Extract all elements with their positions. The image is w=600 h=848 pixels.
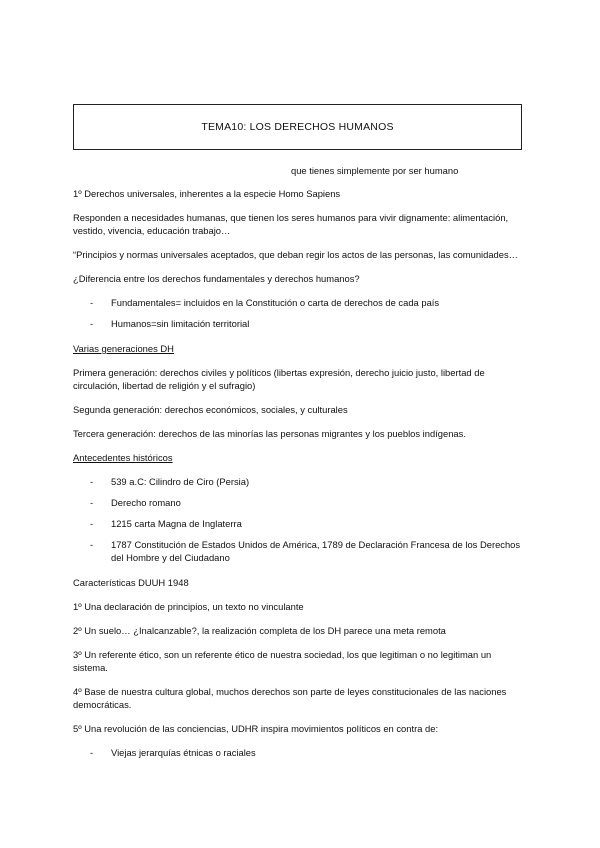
heading-antecedentes: Antecedentes históricos — [73, 452, 173, 463]
page-title: TEMA10: LOS DERECHOS HUMANOS — [201, 120, 394, 133]
list-item: - 539 a.C: Cilindro de Ciro (Persia) — [90, 476, 250, 487]
dash-bullet: - — [90, 318, 94, 329]
paragraph-caracteristica-5: 5º Una revolución de las conciencias, UDHR inspira movimientos políticos en contra de: — [73, 723, 439, 734]
dash-bullet: - — [90, 497, 94, 508]
list-item: - Humanos=sin limitación territorial — [90, 318, 250, 329]
dash-bullet: - — [90, 539, 94, 550]
list-item: - Derecho romano — [90, 497, 181, 508]
dash-bullet: - — [90, 476, 94, 487]
document-body — [73, 187, 528, 771]
paragraph-caracteristica-3: 3º Un referente ético, son un referente ético de nuestra sociedad, los que legitiman o no legitiman un sistema. — [73, 649, 492, 673]
dash-bullet: - — [90, 518, 94, 529]
paragraph-caracteristica-2: 2º Un suelo… ¿Inalcanzable?, la realización completa de los DH parece una meta remota — [73, 625, 446, 636]
list-item: - 1787 Constitución de Estados Unidos de América, 1789 de Declaración Francesa de los Derechos del Hombre y del Ciudadano — [90, 539, 521, 563]
list-item: - 1215 carta Magna de Inglaterra — [90, 518, 242, 529]
list-item: - Fundamentales= incluidos en la Constitución o carta de derechos de cada país — [90, 297, 440, 308]
paragraph-caracteristica-4: 4º Base de nuestra cultura global, muchos derechos son parte de leyes constitucionales de las naciones democráticas. — [73, 686, 507, 710]
paragraph-diferencia: ¿Diferencia entre los derechos fundamentales y derechos humanos? — [73, 273, 360, 284]
paragraph-primera-generacion: Primera generación: derechos civiles y políticos (libertas expresión, derecho juicio justo, libertad de circulación, libertad de religión y el sufragio) — [73, 367, 485, 391]
dash-bullet: - — [90, 297, 94, 308]
heading-caracteristicas: Características DUUH 1948 — [73, 577, 189, 588]
revolucion-list — [73, 746, 528, 759]
paragraph-universales: 1º Derechos universales, inherentes a la especie Homo Sapiens — [73, 188, 341, 199]
paragraph-caracteristica-1: 1º Una declaración de principios, un texto no vinculante — [73, 601, 304, 612]
diferencia-list — [73, 296, 528, 330]
subtitle: que tienes simplemente por ser humano — [291, 165, 459, 176]
dash-bullet: - — [90, 747, 94, 758]
heading-generaciones: Varias generaciones DH — [73, 343, 174, 354]
paragraph-tercera-generacion: Tercera generación: derechos de las minorías las personas migrantes y los pueblos indígenas. — [73, 428, 466, 439]
title-box — [73, 104, 522, 150]
paragraph-principios: “Principios y normas universales aceptados, que deban regir los actos de las personas, las comunidades… — [73, 249, 519, 260]
paragraph-segunda-generacion: Segunda generación: derechos económicos, sociales, y culturales — [73, 404, 348, 415]
paragraph-necesidades: Responden a necesidades humanas, que tienen los seres humanos para vivir dignamente: alimentación, vestido, vivencia, educación trabajo… — [73, 212, 509, 236]
antecedentes-list — [73, 475, 528, 564]
list-item: - Viejas jerarquías étnicas o raciales — [90, 747, 256, 758]
